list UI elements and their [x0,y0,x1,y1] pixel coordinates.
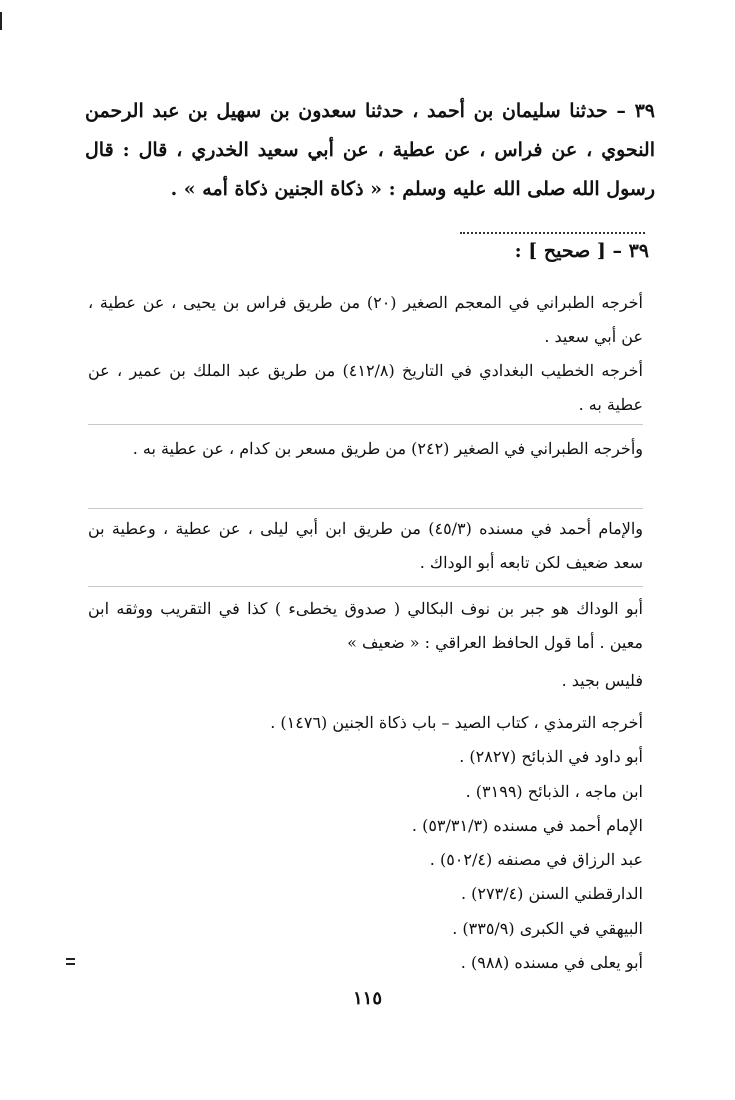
list-item: الدارقطني السنن (٢٧٣/٤) . [460,884,643,904]
takhrij-paragraph-3: وأخرجه الطبراني في الصغير (٢٤٢) من طريق مسعر بن كدام ، عن عطية به . [132,439,643,458]
takhrij-paragraph-6: فليس بجيد . [561,671,643,690]
list-item: أبو داود في الذبائح (٢٨٢٧) . [459,747,643,767]
scan-margin-mark [66,963,75,965]
takhrij-paragraph-2: أخرجه الخطيب البغدادي في التاريخ (٤١٢/٨) من طريق عبد الملك بن عمير ، عن عطية به . [88,361,644,414]
scan-margin-mark [66,958,75,960]
takhrij-paragraph-1: أخرجه الطبراني في المعجم الصغير (٢٠) من طريق فراس بن يحيى ، عن عطية ، عن أبي سعيد . [88,293,643,346]
hadith-text [85,92,655,209]
paragraph-divider [88,508,643,509]
list-item: البيهقي في الكبرى (٣٣٥/٩) . [452,918,643,938]
hadith-end: . [170,178,184,200]
takhrij-paragraph-5: أبو الوداك هو جبر بن نوف البكالي ( صدوق يخطىء ) كذا في التقريب ووثقه ابن معين . أما قول الحافظ العراقي : « ضعيف » [88,599,643,652]
scan-edge-mark [0,12,2,30]
list-item: الإمام أحمد في مسنده (٥٣/٣١/٣) . [411,815,643,835]
hadith-quote: « ذكاة الجنين ذكاة أمه » [183,178,383,200]
list-item: ابن ماجه ، الذبائح (٣١٩٩) . [465,781,643,801]
takhrij-paragraph-4: والإمام أحمد في مسنده (٤٥/٣) من طريق ابن أبي ليلى ، عن عطية ، وعطية بن سعد ضعيف لكن تابعه أبو الوداك . [88,519,644,572]
paragraph-divider [88,424,643,425]
grade-heading: ٣٩ – [ صحيح ] : [514,240,649,262]
list-item: أبو يعلى في مسنده (٩٨٨) . [460,953,643,973]
dotted-separator [460,232,645,234]
hadith-body: – حدثنا سليمان بن أحمد ، حدثنا سعدون بن سهيل بن عبد الرحمن النحوي ، عن فراس ، عن عطية ، عن أبي سعيد الخدري ، قال : قال رسول الله صلى الله عليه وسلم : [85,100,655,200]
list-item: عبد الرزاق في مصنفه (٥٠٢/٤) . [429,850,643,870]
page-number: ١١٥ [352,988,382,1009]
list-item: أخرجه الترمذي ، كتاب الصيد – باب ذكاة الجنين (١٤٧٦) . [270,713,643,732]
paragraph-divider [88,586,643,587]
hadith-number: ٣٩ [634,100,655,122]
sources-list [123,706,643,980]
